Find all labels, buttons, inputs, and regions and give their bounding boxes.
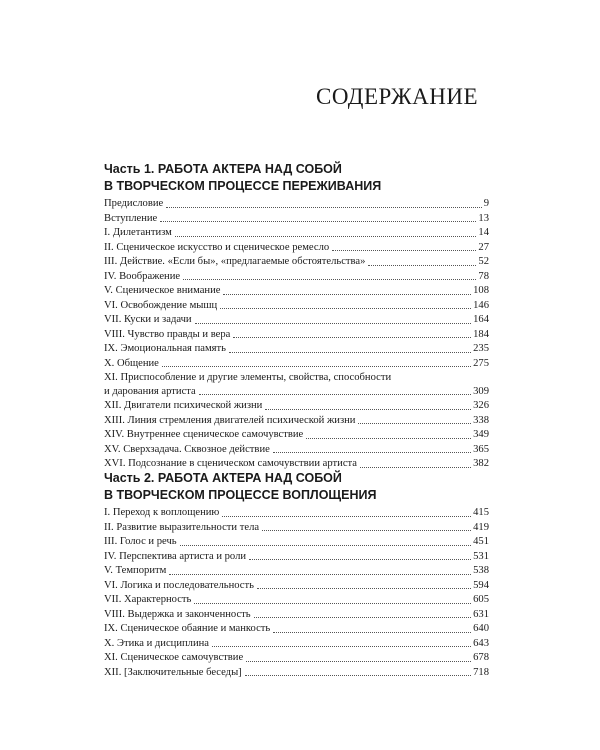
dot-leader bbox=[332, 250, 476, 251]
part-heading-line2: В ТВОРЧЕСКОМ ПРОЦЕССЕ ПЕРЕЖИВАНИЯ bbox=[104, 179, 382, 193]
toc-entry bbox=[104, 579, 489, 594]
dot-leader bbox=[360, 467, 471, 468]
dot-leader bbox=[194, 603, 471, 604]
toc-entry bbox=[104, 284, 489, 299]
toc-entry-page: 275 bbox=[473, 357, 489, 369]
dot-leader bbox=[169, 574, 471, 575]
toc-entry-title: VIII. Выдержка и законченность bbox=[104, 608, 251, 620]
page-title: СОДЕРЖАНИЕ bbox=[315, 84, 478, 109]
part-heading-line2: В ТВОРЧЕСКОМ ПРОЦЕССЕ ВОПЛОЩЕНИЯ bbox=[104, 488, 377, 502]
toc-entry bbox=[104, 241, 489, 256]
toc-entry-title: Предисловие bbox=[104, 198, 164, 209]
toc-entry-page: 718 bbox=[473, 666, 489, 678]
toc-entry-page: 13 bbox=[478, 212, 489, 224]
toc-entry bbox=[104, 197, 489, 212]
dot-leader bbox=[183, 279, 476, 280]
dot-leader bbox=[262, 530, 471, 531]
toc-entry-page: 640 bbox=[473, 623, 489, 634]
dot-leader bbox=[220, 308, 471, 309]
toc-entry bbox=[104, 535, 489, 550]
dot-leader bbox=[222, 516, 471, 517]
dot-leader bbox=[254, 617, 471, 618]
toc-entry bbox=[104, 637, 489, 652]
toc-entry-title: XV. Сверхзадача. Сквозное действие bbox=[104, 443, 270, 455]
dot-leader bbox=[358, 423, 471, 424]
dot-leader bbox=[162, 366, 471, 367]
toc-entry-title: IV. Воображение bbox=[104, 270, 181, 282]
toc-entry-page: 538 bbox=[473, 565, 489, 576]
part-heading-line1: Часть 2. РАБОТА АКТЕРА НАД СОБОЙ bbox=[104, 471, 342, 485]
toc-list bbox=[104, 197, 489, 472]
dot-leader bbox=[233, 337, 471, 338]
toc-entry-title: II. Сценическое искусство и сценическое ремесло bbox=[104, 241, 330, 253]
toc-entry bbox=[104, 428, 489, 443]
toc-entry-page: 451 bbox=[473, 536, 489, 547]
toc-entry-page: 678 bbox=[473, 652, 489, 663]
toc-entry bbox=[104, 608, 489, 623]
toc-entry-page: 365 bbox=[473, 443, 489, 455]
toc-list bbox=[104, 506, 489, 680]
toc-entry-page: 164 bbox=[473, 314, 489, 325]
toc-entry bbox=[104, 371, 489, 399]
toc-entry bbox=[104, 521, 489, 536]
toc-entry-page: 235 bbox=[473, 343, 489, 354]
toc-entry-title: III. Действие. «Если бы», «предлагаемые обстоятельства» bbox=[104, 256, 366, 267]
toc-entry-title: VII. Характерность bbox=[104, 594, 192, 605]
toc-entry-title: IX. Сценическое обаяние и манкость bbox=[104, 623, 271, 634]
toc-entry-title: XI. Приспособление и другие элементы, свойства, способности bbox=[104, 372, 392, 383]
toc-entry-page: 349 bbox=[473, 429, 489, 440]
dot-leader bbox=[265, 409, 471, 410]
toc-entry-title: I. Дилетантизм bbox=[104, 227, 172, 238]
toc-entry bbox=[104, 342, 489, 357]
toc-entry-title: XVI. Подсознание в сценическом самочувствии артиста bbox=[104, 458, 357, 469]
toc-entry-page: 52 bbox=[478, 256, 489, 267]
toc-entry-page: 605 bbox=[473, 594, 489, 605]
toc-entry-title-continued: и дарования артиста bbox=[104, 385, 196, 397]
dot-leader bbox=[245, 675, 471, 676]
toc-entry-title: XIII. Линия стремления двигателей психической жизни bbox=[104, 414, 356, 426]
toc-entry-page: 309 bbox=[473, 385, 489, 397]
toc-entry bbox=[104, 443, 489, 458]
toc-entry-title: I. Переход к воплощению bbox=[104, 507, 220, 518]
dot-leader bbox=[180, 545, 471, 546]
toc-entry-title: X. Этика и дисциплина bbox=[104, 637, 209, 649]
toc-entry-page: 14 bbox=[478, 227, 489, 238]
toc-entry-page: 184 bbox=[473, 328, 489, 340]
part-heading bbox=[104, 470, 489, 504]
toc-entry bbox=[104, 399, 489, 414]
toc-entry-page: 382 bbox=[473, 458, 489, 469]
toc-part-1 bbox=[104, 161, 489, 472]
toc-entry-title: XIV. Внутреннее сценическое самочувствие bbox=[104, 429, 304, 440]
toc-entry bbox=[104, 299, 489, 314]
toc-entry-title: XI. Сценическое самочувствие bbox=[104, 652, 244, 663]
toc-entry-title: VI. Логика и последовательность bbox=[104, 579, 254, 591]
toc-entry-title: III. Голос и речь bbox=[104, 536, 177, 547]
toc-entry bbox=[104, 270, 489, 285]
toc-entry-page: 594 bbox=[473, 579, 489, 591]
toc-entry-page: 27 bbox=[478, 241, 489, 253]
dot-leader bbox=[249, 559, 471, 560]
dot-leader bbox=[229, 352, 471, 353]
toc-entry bbox=[104, 666, 489, 681]
toc-entry-title: XII. [Заключительные беседы] bbox=[104, 666, 242, 678]
toc-entry-page: 338 bbox=[473, 414, 489, 426]
dot-leader bbox=[273, 452, 471, 453]
toc-entry-title: VIII. Чувство правды и вера bbox=[104, 328, 231, 340]
toc-entry bbox=[104, 651, 489, 666]
toc-entry-title: VII. Куски и задачи bbox=[104, 314, 192, 325]
toc-entry-page: 9 bbox=[483, 198, 489, 209]
toc-entry-page: 419 bbox=[473, 521, 489, 533]
dot-leader bbox=[273, 632, 471, 633]
dot-leader bbox=[195, 323, 472, 324]
toc-entry-page: 631 bbox=[473, 608, 489, 620]
dot-leader bbox=[306, 438, 471, 439]
toc-entry-title: V. Темпоритм bbox=[104, 565, 167, 576]
toc-entry-page: 415 bbox=[473, 507, 489, 518]
toc-entry bbox=[104, 357, 489, 372]
toc-entry-title: Вступление bbox=[104, 212, 158, 224]
toc-entry bbox=[104, 255, 489, 270]
toc-entry-page: 146 bbox=[473, 299, 489, 311]
toc-entry-title: IV. Перспектива артиста и роли bbox=[104, 550, 247, 562]
dot-leader bbox=[199, 394, 471, 395]
toc-entry-page: 531 bbox=[473, 550, 489, 562]
toc-entry-title: II. Развитие выразительности тела bbox=[104, 521, 260, 533]
toc-entry bbox=[104, 313, 489, 328]
toc-entry bbox=[104, 550, 489, 565]
toc-entry bbox=[104, 212, 489, 227]
toc-entry bbox=[104, 622, 489, 637]
toc-entry-page: 78 bbox=[478, 270, 489, 282]
toc-part-2 bbox=[104, 470, 489, 680]
toc-entry bbox=[104, 506, 489, 521]
toc-entry-title: X. Общение bbox=[104, 357, 159, 369]
dot-leader bbox=[212, 646, 471, 647]
toc-entry-page: 643 bbox=[473, 637, 489, 649]
toc-entry-title: XII. Двигатели психической жизни bbox=[104, 400, 263, 411]
toc-entry-page: 108 bbox=[473, 285, 489, 296]
toc-entry bbox=[104, 564, 489, 579]
toc-entry-title: VI. Освобождение мышц bbox=[104, 299, 218, 311]
dot-leader bbox=[368, 265, 476, 266]
part-heading bbox=[104, 161, 489, 195]
toc-entry bbox=[104, 328, 489, 343]
dot-leader bbox=[160, 221, 476, 222]
toc-entry bbox=[104, 226, 489, 241]
part-heading-line1: Часть 1. РАБОТА АКТЕРА НАД СОБОЙ bbox=[104, 162, 342, 176]
toc-entry-title: V. Сценическое внимание bbox=[104, 285, 221, 296]
toc-entry-page: 326 bbox=[473, 400, 489, 411]
dot-leader bbox=[223, 294, 471, 295]
toc-entry bbox=[104, 593, 489, 608]
dot-leader bbox=[257, 588, 471, 589]
dot-leader bbox=[175, 236, 477, 237]
dot-leader bbox=[166, 207, 481, 208]
toc-entry-title: IX. Эмоциональная память bbox=[104, 343, 226, 354]
dot-leader bbox=[246, 661, 471, 662]
toc-entry bbox=[104, 414, 489, 429]
